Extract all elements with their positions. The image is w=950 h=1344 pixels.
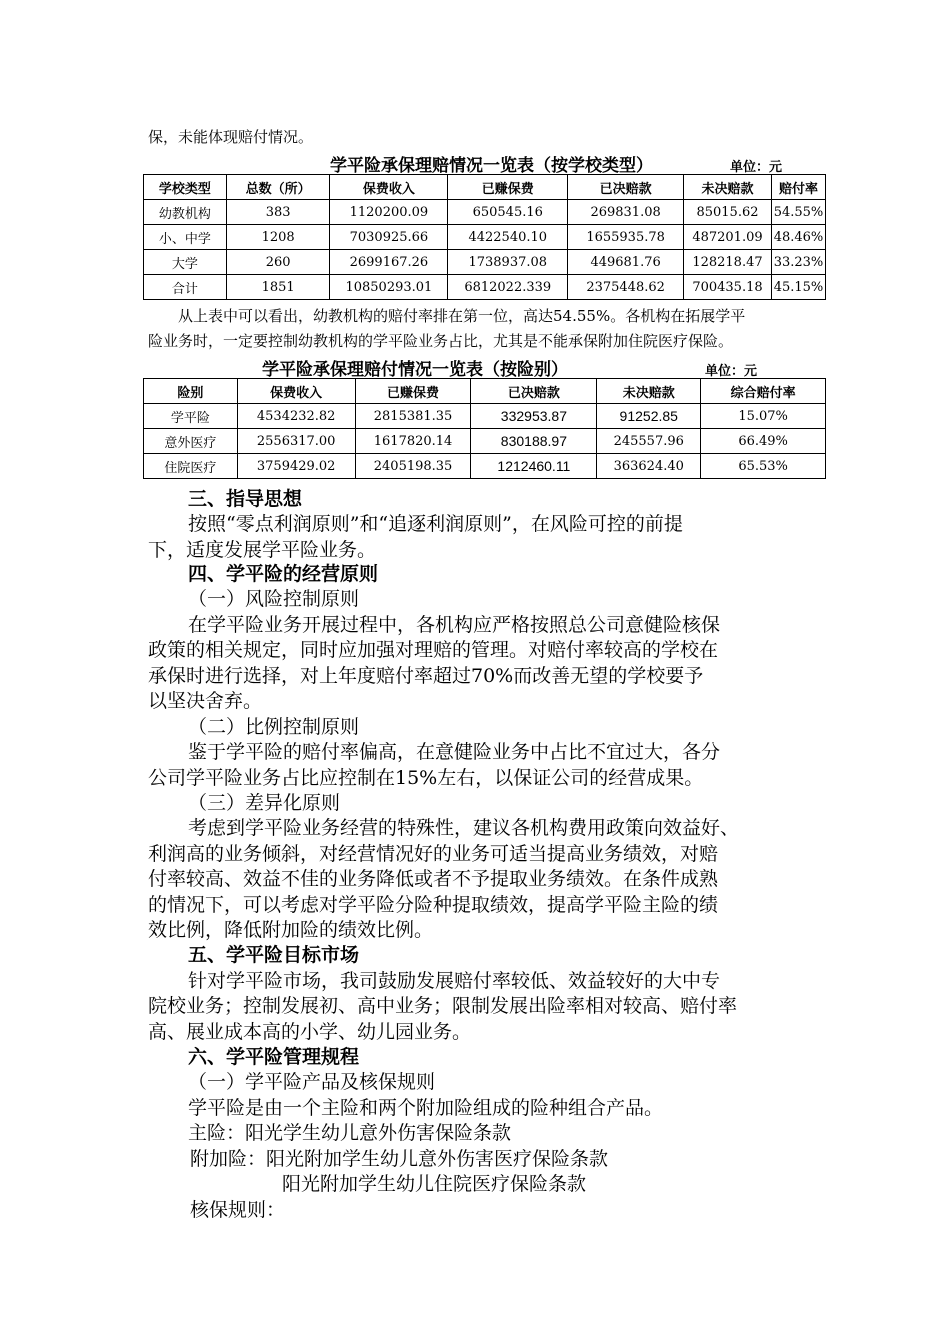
table-cell: 4422540.10 (448, 225, 568, 250)
paragraph-line: 承保时进行选择，对上年度赔付率超过70%而改善无望的学校要予 (148, 665, 704, 687)
table-header-row (144, 379, 826, 404)
paragraph-line: 付率较高、效益不佳的业务降低或者不予提取业务绩效。在条件成熟 (148, 868, 719, 890)
table-cell: 383 (226, 200, 330, 225)
paragraph-line: 鉴于学平险的赔付率偏高，在意健险业务中占比不宜过大，各分 (188, 741, 721, 763)
table-cell: 15.07% (701, 404, 826, 429)
table1-unit: 单位：元 (730, 160, 783, 175)
paragraph-line: 政策的相关规定，同时应加强对理赔的管理。对赔付率较高的学校在 (148, 639, 719, 661)
table-cell: 1120200.09 (330, 200, 448, 225)
header-cell: 保费收入 (330, 175, 448, 200)
table-cell: 小、中学 (144, 225, 227, 250)
table-cell: 4534232.82 (237, 404, 355, 429)
table-cell: 3759429.02 (237, 454, 355, 479)
table-cell: 1617820.14 (355, 429, 471, 454)
header-cell: 保费收入 (237, 379, 355, 404)
table2-title: 学平险承保理赔付情况一览表（按险别） (262, 360, 568, 380)
table-cell: 学平险 (144, 404, 238, 429)
paragraph-line: 针对学平险市场，我司鼓励发展赔付率较低、效益较好的大中专 (188, 970, 721, 992)
paragraph-line: 主险：阳光学生幼儿意外伤害保险条款 (188, 1122, 512, 1144)
section-heading-4: 四、学平险的经营原则 (188, 563, 379, 585)
table-cell: 85015.62 (684, 200, 772, 225)
paragraph-line: 附加险：阳光附加学生幼儿意外伤害医疗保险条款 (190, 1148, 609, 1170)
paragraph-line: 公司学平险业务占比应控制在15%左右，以保证公司的经营成果。 (148, 767, 704, 789)
paragraph-line: 利润高的业务倾斜，对经营情况好的业务可适当提高业务绩效，对赔 (148, 843, 719, 865)
table-cell: 66.49% (701, 429, 826, 454)
table-cell: 1655935.78 (568, 225, 684, 250)
paragraph-line: 的情况下，可以考虑对学平险分险种提取绩效，提高学平险主险的绩 (148, 894, 719, 916)
table-cell: 260 (226, 250, 330, 275)
table2 (143, 378, 826, 479)
table-cell: 65.53% (701, 454, 826, 479)
subsection-heading: （三）差异化原则 (188, 792, 341, 814)
table-cell: 2699167.26 (330, 250, 448, 275)
table2-unit: 单位：元 (705, 364, 758, 379)
header-cell: 综合赔付率 (701, 379, 826, 404)
table-header-row (144, 175, 826, 200)
paragraph-line: 学平险是由一个主险和两个附加险组成的险种组合产品。 (188, 1097, 664, 1119)
table-cell: 合计 (144, 275, 227, 300)
header-cell: 未决赔款 (597, 379, 701, 404)
table-cell: 128218.47 (684, 250, 772, 275)
table1-title: 学平险承保理赔情况一览表（按学校类型） (330, 156, 653, 176)
header-cell: 险别 (144, 379, 238, 404)
table-cell: 91252.85 (597, 404, 701, 429)
table-cell: 269831.08 (568, 200, 684, 225)
table-cell: 1208 (226, 225, 330, 250)
subsection-heading: （一）学平险产品及核保规则 (188, 1071, 436, 1093)
table-cell: 1738937.08 (448, 250, 568, 275)
subsection-heading: （二）比例控制原则 (188, 716, 360, 738)
section-heading-3: 三、指导思想 (188, 488, 303, 510)
table-cell: 830188.97 (471, 429, 597, 454)
table-cell: 1212460.11 (471, 454, 597, 479)
header-cell: 已赚保费 (448, 175, 568, 200)
header-cell: 赔付率 (771, 175, 825, 200)
table-cell: 7030925.66 (330, 225, 448, 250)
table-cell: 幼教机构 (144, 200, 227, 225)
table-cell: 住院医疗 (144, 454, 238, 479)
table-row (144, 250, 826, 275)
header-cell: 已决赔款 (471, 379, 597, 404)
intro-line: 保，未能体现赔付情况。 (148, 128, 314, 146)
table-row (144, 454, 826, 479)
paragraph-line: 以坚决舍弃。 (148, 690, 263, 712)
table-cell: 2375448.62 (568, 275, 684, 300)
table1 (143, 174, 826, 300)
paragraph-line: 下，适度发展学平险业务。 (148, 539, 377, 561)
table-cell: 2815381.35 (355, 404, 471, 429)
table-cell: 6812022.339 (448, 275, 568, 300)
table-cell: 33.23% (771, 250, 825, 275)
table-cell: 650545.16 (448, 200, 568, 225)
subsection-heading: （一）风险控制原则 (188, 588, 360, 610)
table-row (144, 404, 826, 429)
table-row (144, 200, 826, 225)
table-cell: 大学 (144, 250, 227, 275)
paragraph-line: 阳光附加学生幼儿住院医疗保险条款 (282, 1173, 587, 1195)
paragraph-line: 院校业务；控制发展初、高中业务；限制发展出险率相对较高、赔付率 (148, 995, 738, 1017)
table-cell: 10850293.01 (330, 275, 448, 300)
table-cell: 487201.09 (684, 225, 772, 250)
table-row (144, 429, 826, 454)
table-cell: 245557.96 (597, 429, 701, 454)
paragraph-line: 高、展业成本高的小学、幼儿园业务。 (148, 1021, 472, 1043)
table-row (144, 225, 826, 250)
header-cell: 已决赔款 (568, 175, 684, 200)
table-cell: 48.46% (771, 225, 825, 250)
header-cell: 学校类型 (144, 175, 227, 200)
table-cell: 54.55% (771, 200, 825, 225)
table-cell: 2556317.00 (237, 429, 355, 454)
table-row (144, 275, 826, 300)
table-cell: 1851 (226, 275, 330, 300)
paragraph-line: 在学平险业务开展过程中，各机构应严格按照总公司意健险核保 (188, 614, 721, 636)
table-cell: 意外医疗 (144, 429, 238, 454)
table-cell: 449681.76 (568, 250, 684, 275)
header-cell: 未决赔款 (684, 175, 772, 200)
section-heading-6: 六、学平险管理规程 (188, 1046, 360, 1068)
paragraph-line: 按照“零点利润原则”和“追逐利润原则”，在风险可控的前提 (188, 513, 683, 535)
paragraph-line: 效比例，降低附加险的绩效比例。 (148, 919, 434, 941)
analysis-line-2: 险业务时，一定要控制幼教机构的学平险业务占比，尤其是不能承保附加住院医疗保险。 (148, 332, 734, 350)
header-cell: 已赚保费 (355, 379, 471, 404)
table-cell: 700435.18 (684, 275, 772, 300)
header-cell: 总数（所） (226, 175, 330, 200)
section-heading-5: 五、学平险目标市场 (188, 944, 360, 966)
table-cell: 332953.87 (471, 404, 597, 429)
analysis-line-1: 从上表中可以看出，幼教机构的赔付率排在第一位，高达54.55%。各机构在拓展学平 (178, 307, 746, 325)
table-cell: 363624.40 (597, 454, 701, 479)
paragraph-line: 核保规则： (190, 1199, 286, 1221)
table-cell: 45.15% (771, 275, 825, 300)
paragraph-line: 考虑到学平险业务经营的特殊性，建议各机构费用政策向效益好、 (188, 817, 740, 839)
table-cell: 2405198.35 (355, 454, 471, 479)
